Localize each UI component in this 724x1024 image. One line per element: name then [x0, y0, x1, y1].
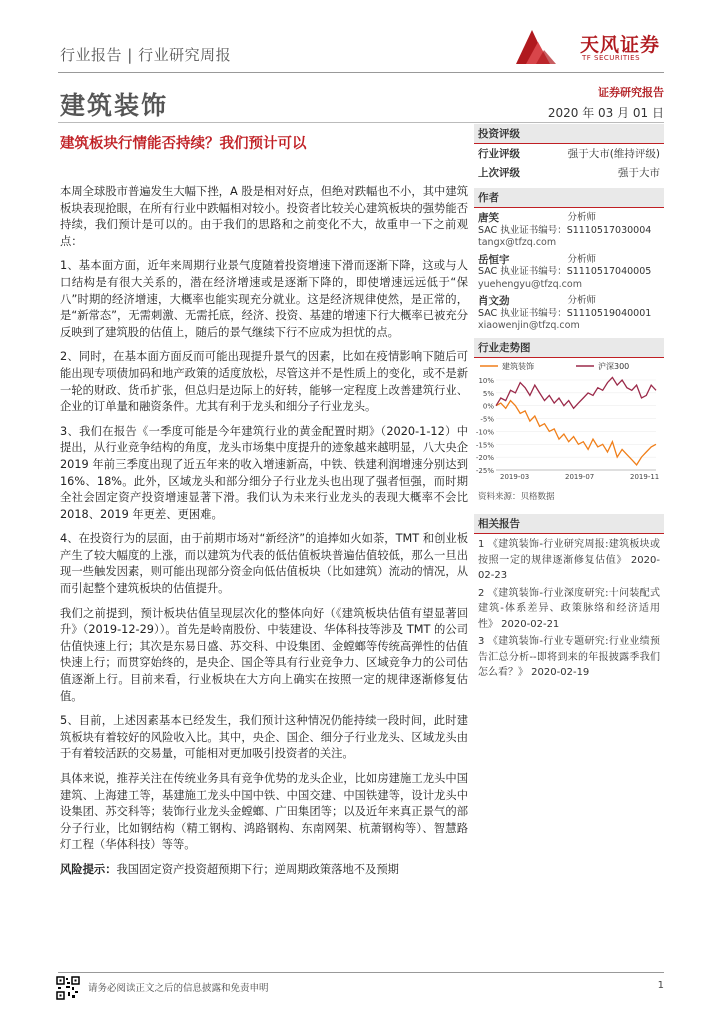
y-tick-label: -20% [475, 454, 494, 463]
author-entry [474, 254, 664, 292]
body-paragraph-6: 我们之前提到，预计板块估值呈现层次化的整体向好（《建筑板块估值有望显著回升》（2019-12-29））。首先是岭南股份、中装建设、华体科技等涉及 TMT 的公司估值快速上行；其次是东易日盛、苏交科、中设集团、金螳螂等传统高弹性的估值快速上行；而贯穿始终的，是央企、国企等具有行业竞争力、区域竞争力的公司估值逐渐上行。目前来看，行业板块在大方向上确实在按照一定的规律逐渐修复估值。 [60, 606, 468, 703]
related-item[interactable]: 1 《建筑装饰-行业研究周报:建筑板块或按照一定的规律逐渐修复估值》 2020-02-23 [478, 539, 660, 581]
logo-text-cn: 天风证券 [580, 34, 661, 56]
y-tick-label: -5% [480, 415, 494, 424]
author-cert: SAC 执业证书编号：S1110519040001 [478, 307, 652, 319]
author-name: 唐笑 [478, 212, 499, 224]
qr-code-icon [56, 976, 80, 1000]
author-cert: SAC 执业证书编号：S1110517040005 [478, 266, 652, 277]
x-tick-label: 2019-07 [565, 473, 595, 481]
body-paragraph-4: 3、我们在报告《一季度可能是今年建筑行业的黄金配置时期》（2020-1-12）中提出，从行业竞争结构的角度，龙头市场集中度提升的迹象越来越明显，八大央企 2019 年前三季度出现了近五年来的收入增速新高，中铁、铁建利润增速分别达到 16%、18%。此外，区域龙头和部分细分子行业龙头也出现了强者恒强，而时期全社会固定资产投资增速显著下滑。我们认为未来行业龙头的表现大概率不会比 2018、2019 年更差、更困难。 [60, 424, 468, 521]
sector-title: 建筑装饰 [60, 91, 169, 120]
trend-heading: 行业走势图 [474, 338, 664, 358]
risk-note [60, 862, 468, 879]
trend-box [474, 338, 664, 358]
logo-text-en: TF SECURITIES [582, 54, 641, 62]
related-item[interactable]: 2 《建筑装饰-行业深度研究:十问装配式建筑-体系差异、政策脉络和经济适用性》 2020-02-21 [478, 587, 660, 630]
author-role: 分析师 [567, 253, 596, 265]
author-email[interactable]: xiaowenjin@tfzq.com [478, 320, 580, 331]
chart-source: 资料来源：贝格数据 [478, 492, 555, 502]
x-tick-label: 2019-03 [500, 473, 530, 481]
rating-key: 行业评级 [478, 148, 520, 160]
related-list [474, 537, 664, 681]
author-name: 肖文劲 [478, 295, 510, 307]
legend-label: 沪深300 [598, 362, 630, 371]
legend-label: 建筑装饰 [502, 362, 534, 371]
rating-value: 强于大市 [618, 167, 660, 179]
rating-key: 上次评级 [478, 167, 520, 179]
y-tick-label: -15% [475, 441, 494, 450]
y-tick-label: 10% [478, 377, 494, 385]
authors-heading: 作者 [474, 188, 664, 208]
title-divider [58, 122, 664, 123]
author-name: 岳恒宇 [478, 253, 510, 266]
footer-divider [58, 972, 664, 973]
body-paragraph-8: 具体来说，推荐关注在传统业务具有竞争优势的龙头企业，比如房建施工龙头中国建筑、上海建工等，基建施工龙头中国中铁、中国交建、中国铁建等，设计龙头中设集团、苏交科等；装饰行业龙头金螳螂、广田集团等；以及近年来真正景气的部分子行业，比如钢结构（精工钢构、鸿路钢构、东南网架、杭萧钢构等）、智慧路灯工程（华体科技）等等。 [60, 772, 468, 852]
body-paragraph-7: 5、目前，上述因素基本已经发生，我们预计这种情况仍能持续一段时间，此时建筑板块有着较好的风险收入比。其中，央企、国企、细分子行业龙头、区域龙头由于有着较活跃的交易量，可能相对更加吸引投资者的关注。 [60, 714, 468, 761]
report-title: 建筑板块行情能否持续？我们预计可以 [60, 136, 307, 152]
body-paragraph-3: 2、同时，在基本面方面反而可能出现提升景气的因素，比如在疫情影响下随后可能出现专项债加码和地产政策的适度放松，尽管这并不是性质上的变化，或不是新一轮的财政、货币扩张，但总归是边际上的好转，能够一定程度上改善建筑行业、企业的订单量和融资条件。尤其有利于龙头和细分子行业龙头。 [60, 350, 468, 414]
author-entry [474, 295, 664, 333]
y-tick-label: 5% [482, 389, 494, 398]
footer-disclaimer: 请务必阅读正文之后的信息披露和免责申明 [88, 983, 269, 994]
trend-chart [474, 358, 664, 484]
report-date: 2020 年 03 月 01 日 [547, 106, 664, 120]
page-number: 1 [657, 980, 664, 991]
header-divider [58, 72, 664, 73]
series-line [496, 401, 656, 465]
y-tick-label: -10% [475, 428, 494, 437]
related-heading: 相关报告 [474, 514, 664, 534]
author-cert: SAC 执业证书编号：S1110517030004 [478, 224, 652, 236]
authors-box [474, 188, 664, 333]
author-email[interactable]: yuehengyu@tfzq.com [478, 278, 582, 290]
y-tick-label: -25% [475, 467, 494, 475]
author-role: 分析师 [567, 212, 596, 223]
related-item[interactable]: 3 《建筑装饰-行业专题研究:行业业绩预告汇总分析--即将到来的年报披露季我们怎么看？》 2020-02-19 [478, 636, 660, 678]
body-paragraph-5: 4、在投资行为的层面，由于前期市场对“新经济”的追捧如火如荼，TMT 和创业板产生了较大幅度的上涨，而以建筑为代表的低估值板块普遍估值较低，那么一旦出现一些触发因素，则可能出现部分资金向低估值板块（比如建筑）流动的情况，从而引起整个建筑板块的估值提升。 [60, 532, 468, 596]
rating-row [474, 163, 664, 182]
rating-row [474, 144, 664, 163]
author-email[interactable]: tangx@tfzq.com [478, 237, 557, 248]
report-category: 行业报告 | 行业研究周报 [60, 46, 232, 64]
y-tick-label: 0% [482, 402, 494, 411]
report-type: 证券研究报告 [598, 86, 664, 99]
related-box [474, 514, 664, 683]
report-body [60, 184, 468, 887]
rating-box [474, 124, 664, 182]
x-tick-label: 2019-11 [630, 473, 660, 481]
author-role: 分析师 [567, 295, 596, 306]
risk-label: 风险提示： [60, 862, 117, 876]
body-paragraph-1: 本周全球股市普遍发生大幅下挫，A 股是相对好点，但绝对跌幅也不小，其中建筑板块表现抢眼，在所有行业中跌幅相对较小。投资者比较关心建筑板块的强势能否持续，我们预计是可以的。由于我们的思路和之前变化不大，故重申一下之前观点： [60, 185, 468, 248]
rating-value: 强于大市(维持评级) [567, 148, 660, 160]
rating-heading: 投资评级 [474, 124, 664, 144]
author-entry [474, 212, 664, 250]
risk-text: 我国固定资产投资超预期下行；逆周期政策落地不及预期 [116, 862, 399, 876]
body-paragraph-2: 1、基本面方面，近年来周期行业景气度随着投资增速下滑而逐渐下降，这或与人口结构是有很大关系的，潜在经济增速或是逐渐下降的，即使增速远远低于“保八”时期的经济增速，大概率也能实现充分就业。这是经济规律使然，是正常的，是“新常态”，无需刺激、无需托底，经济、投资、基建的增速下行大概率已被充分反映到了建筑股的估值上，随后的景气继续下行不应成为担忧的点。 [60, 259, 468, 339]
